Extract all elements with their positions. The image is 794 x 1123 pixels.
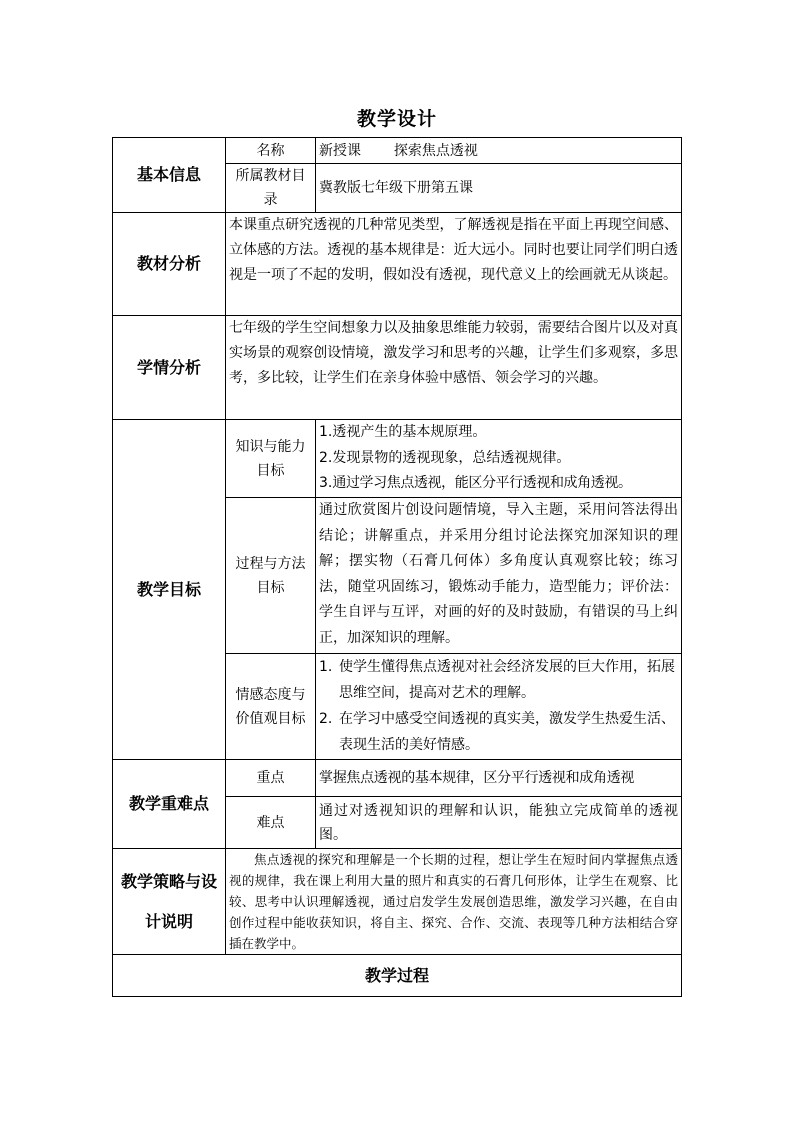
process-header-row [113, 955, 682, 997]
list-item: 3. 通过学习焦点透视，能区分平行透视和成角透视。 [319, 475, 632, 491]
name-label: 名称 [226, 138, 316, 164]
list-item: 1. 使学生懂得焦点透视对社会经济发展的巨大作用，拓展思维空间，提高对艺术的理解。 [319, 659, 675, 701]
process-label: 过程与方法目标 [226, 498, 316, 654]
list-item: 2. 在学习中感受空间透视的真实美，激发学生热爱生活、表现生活的美好情感。 [319, 711, 675, 753]
material-analysis-header: 教材分析 [113, 213, 226, 316]
learner-analysis-row [113, 316, 682, 420]
lesson-type: 新授课 [319, 142, 361, 159]
key-points-header: 教学重难点 [113, 760, 226, 849]
name-value [316, 138, 682, 164]
strategy-text: 焦点透视的探究和理解是一个长期的过程，想让学生在短时间内掌握焦点透视的规律，我在课上利用大量的照片和真实的石膏几何形体，让学生在观察、比较、思考中认识理解透视，通过启发学生发展创造思维，激发学习兴趣，在自由创作过程中能收获知识，将自主、探究、合作、交流、表现等几种方法相结合穿插在教学中。 [226, 849, 682, 955]
emotion-label: 情感态度与价值观目标 [226, 654, 316, 760]
focus-label: 重点 [226, 760, 316, 797]
list-item: 1. 透视产生的基本规原理。 [319, 424, 487, 440]
strategy-row [113, 849, 682, 955]
knowledge-label: 知识与能力目标 [226, 420, 316, 498]
list-item: 2. 发现景物的透视现象，总结透视规律。 [319, 449, 571, 466]
strategy-header: 教学策略与设计说明 [113, 849, 226, 955]
difficulty-text: 通过对透视知识的理解和认识，能独立完成简单的透视图。 [316, 797, 682, 849]
textbook-value: 冀教版七年级下册第五课 [316, 164, 682, 213]
process-text: 通过欣赏图片创设问题情境，导入主题，采用问答法得出结论；讲解重点，并采用分组讨论法探究加深知识的理解；摆实物（石膏几何体）多角度认真观察比较；练习法，随堂巩固练习，锻炼动手能力，造型能力；评价法：学生自评与互评，对画的好的及时鼓励，有错误的马上纠正，加深知识的理解。 [316, 498, 682, 654]
knowledge-list [316, 420, 682, 498]
material-analysis-row [113, 213, 682, 316]
page-title: 教学设计 [356, 108, 437, 130]
focus-row [113, 760, 682, 797]
lesson-design-table [112, 137, 682, 997]
learner-analysis-text: 七年级的学生空间想象力以及抽象思维能力较弱，需要结合图片以及对真实场景的观察创设情境，激发学习和思考的兴趣，让学生们多观察，多思考，多比较，让学生们在亲身体验中感悟、领会学习的兴趣。 [226, 316, 682, 420]
difficulty-label: 难点 [226, 797, 316, 849]
focus-text: 掌握焦点透视的基本规律，区分平行透视和成角透视 [316, 760, 682, 797]
basic-info-header: 基本信息 [113, 138, 226, 213]
emotion-list [316, 654, 682, 760]
material-analysis-text: 本课重点研究透视的几种常见类型，了解透视是指在平面上再现空间感、立体感的方法。透视的基本规律是：近大远小。同时也要让同学们明白透视是一项了不起的发明，假如没有透视，现代意义上的绘画就无从谈起。 [226, 213, 682, 316]
teaching-process-header: 教学过程 [113, 955, 682, 997]
textbook-label: 所属教材目录 [226, 164, 316, 213]
objective-knowledge-row [113, 420, 682, 498]
lesson-title: 探索焦点透视 [393, 142, 478, 159]
basic-info-row-name [113, 138, 682, 164]
learner-analysis-header: 学情分析 [113, 316, 226, 420]
objectives-header: 教学目标 [113, 420, 226, 760]
